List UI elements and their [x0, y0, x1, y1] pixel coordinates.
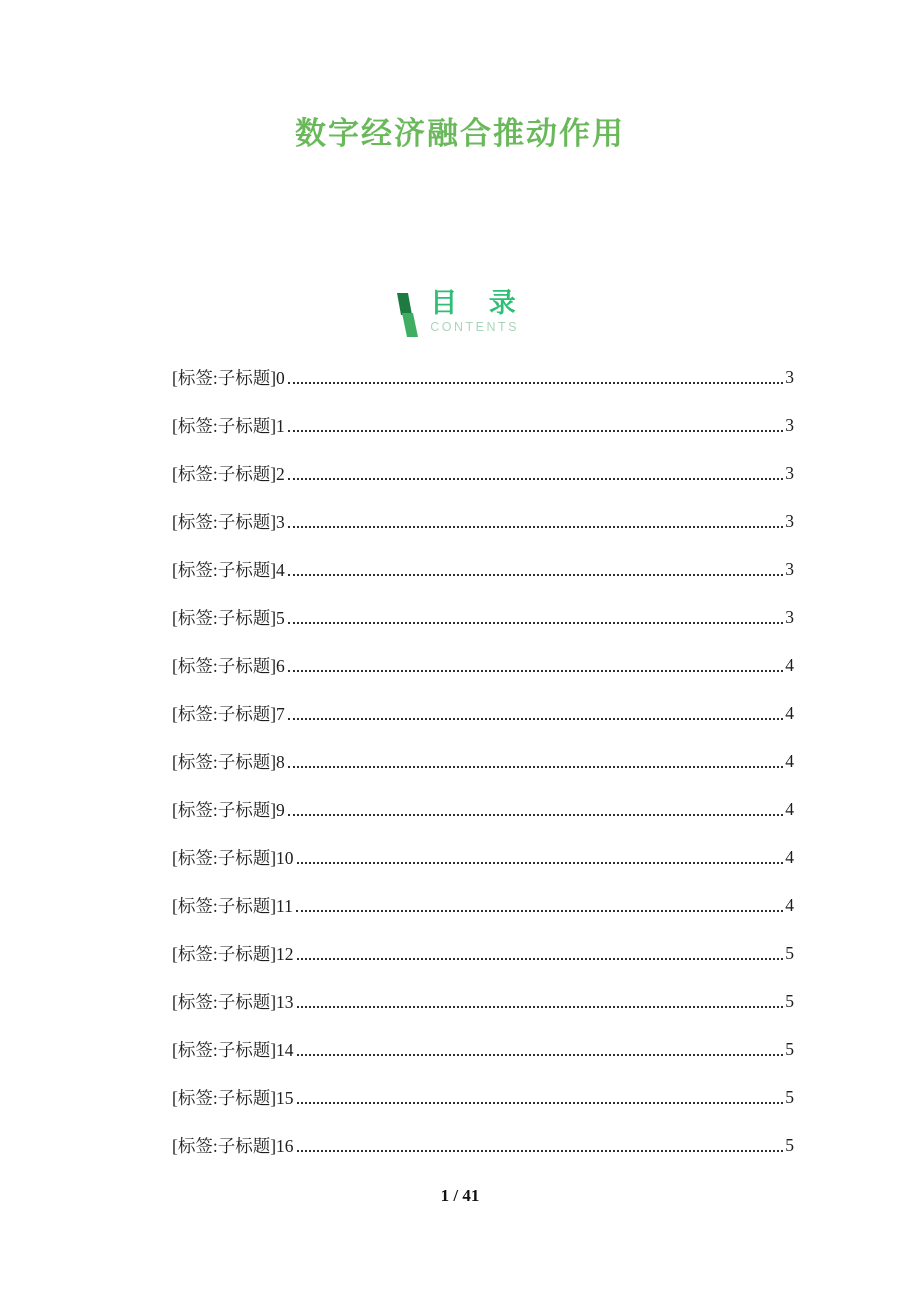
toc-entry[interactable]	[172, 881, 794, 929]
toc-entry[interactable]	[172, 545, 794, 593]
toc-ribbon-icon	[392, 292, 419, 343]
toc-entry[interactable]	[172, 737, 794, 785]
toc-entry[interactable]	[172, 641, 794, 689]
toc-entry[interactable]	[172, 353, 794, 401]
toc-entry-label[interactable]: [标签:子标题]11	[172, 895, 293, 916]
toc-entry-label[interactable]: [标签:子标题]8	[172, 751, 285, 772]
toc-leader-dots	[297, 1006, 784, 1008]
toc-leader-dots	[297, 1102, 784, 1104]
toc-entry-label[interactable]: [标签:子标题]4	[172, 559, 285, 580]
toc-header	[0, 288, 920, 343]
toc-entry[interactable]	[172, 977, 794, 1025]
toc-entry[interactable]	[172, 1073, 794, 1121]
toc-entry-label[interactable]: [标签:子标题]1	[172, 415, 285, 436]
toc-entry[interactable]	[172, 497, 794, 545]
toc-entry-label[interactable]: [标签:子标题]2	[172, 463, 285, 484]
toc-entry-page-number[interactable]: 5	[785, 942, 794, 963]
toc-header-text	[430, 288, 528, 334]
toc-entry[interactable]	[172, 689, 794, 737]
toc-entry-page-number[interactable]: 4	[785, 798, 794, 819]
toc-entry-page-number[interactable]: 4	[785, 702, 794, 723]
toc-leader-dots	[288, 382, 783, 384]
toc-leader-dots	[288, 622, 783, 624]
toc-entry-page-number[interactable]: 4	[785, 750, 794, 771]
toc-entry-label[interactable]: [标签:子标题]16	[172, 1135, 294, 1156]
toc-leader-dots	[297, 1150, 784, 1152]
toc-heading: 目 录	[430, 288, 528, 318]
toc-entry-page-number[interactable]: 3	[785, 510, 794, 531]
toc-entry[interactable]	[172, 929, 794, 977]
toc-leader-dots	[288, 766, 783, 768]
toc-entry-page-number[interactable]: 3	[785, 462, 794, 483]
toc-entry-page-number[interactable]: 3	[785, 606, 794, 627]
toc-entry-label[interactable]: [标签:子标题]14	[172, 1039, 294, 1060]
toc-entry[interactable]	[172, 833, 794, 881]
toc-entry-label[interactable]: [标签:子标题]9	[172, 799, 285, 820]
toc-entry-label[interactable]: [标签:子标题]6	[172, 655, 285, 676]
toc-leader-dots	[288, 670, 783, 672]
document-title: 数字经济融合推动作用	[295, 116, 625, 151]
toc-entry-label[interactable]: [标签:子标题]13	[172, 991, 294, 1012]
toc-entry-page-number[interactable]: 5	[785, 990, 794, 1011]
toc-entry-label[interactable]: [标签:子标题]0	[172, 367, 285, 388]
toc-entry-page-number[interactable]: 3	[785, 414, 794, 435]
toc-entry[interactable]	[172, 1121, 794, 1169]
toc-entry-label[interactable]: [标签:子标题]12	[172, 943, 294, 964]
toc-leader-dots	[297, 1054, 784, 1056]
toc-entry[interactable]	[172, 785, 794, 833]
toc-entry-label[interactable]: [标签:子标题]15	[172, 1087, 294, 1108]
toc-list	[172, 353, 794, 1169]
toc-leader-dots	[297, 862, 784, 864]
toc-entry-page-number[interactable]: 4	[785, 894, 794, 915]
toc-entry-page-number[interactable]: 5	[785, 1038, 794, 1059]
toc-entry[interactable]	[172, 449, 794, 497]
toc-entry-label[interactable]: [标签:子标题]5	[172, 607, 285, 628]
toc-entry[interactable]	[172, 1025, 794, 1073]
toc-entry-page-number[interactable]: 3	[785, 366, 794, 387]
toc-entry-page-number[interactable]: 5	[785, 1134, 794, 1155]
toc-entry-page-number[interactable]: 4	[785, 654, 794, 675]
toc-leader-dots	[297, 958, 784, 960]
toc-leader-dots	[288, 718, 783, 720]
toc-entry[interactable]	[172, 401, 794, 449]
toc-leader-dots	[288, 478, 783, 480]
toc-entry-page-number[interactable]: 4	[785, 846, 794, 867]
toc-entry-label[interactable]: [标签:子标题]7	[172, 703, 285, 724]
toc-leader-dots	[288, 526, 783, 528]
toc-subheading: CONTENTS	[430, 320, 519, 335]
toc-leader-dots	[288, 430, 783, 432]
toc-entry-label[interactable]: [标签:子标题]10	[172, 847, 294, 868]
toc-entry-page-number[interactable]: 5	[785, 1086, 794, 1107]
toc-entry-page-number[interactable]: 3	[785, 558, 794, 579]
toc-leader-dots	[296, 910, 783, 912]
toc-leader-dots	[288, 574, 783, 576]
page-number-footer: 1 / 41	[440, 1186, 480, 1205]
toc-entry-label[interactable]: [标签:子标题]3	[172, 511, 285, 532]
toc-leader-dots	[288, 814, 783, 816]
toc-entry[interactable]	[172, 593, 794, 641]
